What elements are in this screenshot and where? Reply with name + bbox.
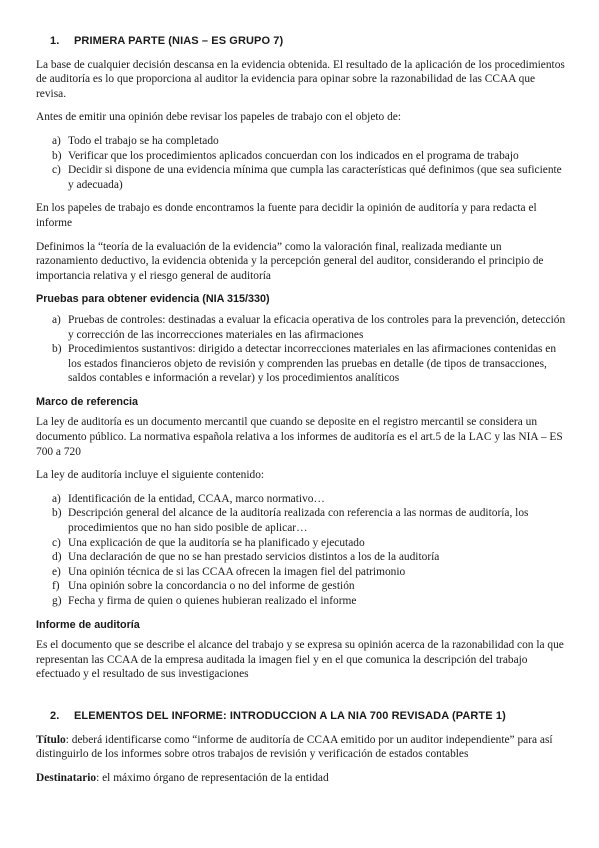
list-item: g) Fecha y firma de quien o quienes hubieran realizado el informe — [52, 595, 357, 607]
titulo-paragraph — [36, 733, 566, 762]
list-item: c) Decidir si dispone de una evidencia mínima que cumpla las características qué definimos (que sea suficiente y adecuada) — [52, 164, 562, 191]
destinatario-lead: Destinatario — [36, 771, 97, 784]
list-item: a) Todo el trabajo se ha completado — [52, 134, 219, 147]
marco-heading: Marco de referencia — [36, 395, 139, 408]
destinatario-paragraph — [36, 771, 566, 786]
section-2-number: 2. — [50, 709, 60, 722]
working-papers-paragraph: En los papeles de trabajo es donde encontramos la fuente para decidir la opinión de auditoría y para redacta el informe — [36, 202, 537, 229]
evidence-theory-paragraph: Definimos la “teoría de la evaluación de la evidencia” como la valoración final, realizada mediante un razonamiento deductivo, la evidencia obtenida y la percepción general del auditor, considerando el principio de importancia relativa y el riesgo general de auditoría — [36, 240, 544, 282]
pruebas-list — [36, 313, 566, 386]
section-2-heading — [50, 709, 566, 724]
informe-heading: Informe de auditoría — [36, 618, 140, 631]
list-item: b) Procedimientos sustantivos: dirigido a detectar incorrecciones materiales en las afirmaciones contenidas en los estados financieros objeto de revisión y comprenden las pruebas en detalle (de tipos de transacciones, saldos contables e información a revelar) y los procedimientos analíticos — [52, 343, 557, 385]
section-spacer — [36, 691, 566, 709]
informe-paragraph: Es el documento que se describe el alcance del trabajo y se expresa su opinión acerca de la razonabilidad con la que representan las CCAA de la empresa auditada la imagen fiel y en el que comunica la descripción del trabajo efectuado y el resultado de sus investigaciones — [36, 639, 564, 681]
list-item: a) Pruebas de controles: destinadas a evaluar la eficacia operativa de los controles para la prevención, detección y corrección de las incorrecciones materiales en las afirmaciones — [52, 313, 566, 341]
list-item: d) Una declaración de que no se han prestado servicios distintos a los de la auditoría — [52, 551, 440, 564]
titulo-text: : deberá identificarse como “informe de auditoría de CCAA emitido por un auditor independiente” para así distinguirlo de los informes sobre otros trabajos de revisión y verificación de estados contables — [36, 733, 553, 761]
pruebas-heading: Pruebas para obtener evidencia (NIA 315/330) — [36, 293, 270, 306]
section-2-title: ELEMENTOS DEL INFORME: INTRODUCCION A LA NIA 700 REVISADA (PARTE 1) — [74, 709, 506, 722]
list-item: f) Una opinión sobre la concordancia o no del informe de gestión — [52, 580, 355, 593]
objectives-list — [36, 134, 566, 192]
section-1-heading — [50, 34, 566, 49]
list-item: a) Identificación de la entidad, CCAA, marco normativo… — [52, 492, 325, 505]
section-1-number: 1. — [50, 35, 60, 47]
document-page — [36, 34, 566, 794]
section-1-title: PRIMERA PARTE (NIAS – ES GRUPO 7) — [74, 35, 284, 47]
list-item: b) Verificar que los procedimientos aplicados concuerdan con los indicados en el programa de trabajo — [52, 149, 519, 162]
destinatario-text: : el máximo órgano de representación de la entidad — [96, 771, 329, 784]
marco-list — [36, 492, 566, 609]
intro-paragraph-1: La base de cualquier decisión descansa en la evidencia obtenida. El resultado de la aplicación de los procedimientos de auditoría es lo que proporciona al auditor la evidencia para opinar sobre la razonabilidad de las CCAA que revisa. — [36, 58, 565, 100]
list-item: b) Descripción general del alcance de la auditoría realizada con referencia a las normas de auditoría, los procedimientos que no han sido posible de aplicar… — [52, 507, 529, 535]
marco-paragraph-1: La ley de auditoría es un documento mercantil que cuando se deposite en el registro mercantil se considera un documento público. La normativa española relativa a los informes de auditoría es el art.5 de la LAC y las NIA – ES 700 a 720 — [36, 416, 563, 458]
marco-paragraph-2: La ley de auditoría incluye el siguiente contenido: — [36, 469, 265, 482]
list-item: e) Una opinión técnica de si las CCAA ofrecen la imagen fiel del patrimonio — [52, 565, 406, 578]
list-item: c) Una explicación de que la auditoría se ha planificado y ejecutado — [52, 536, 365, 549]
intro-paragraph-2: Antes de emitir una opinión debe revisar los papeles de trabajo con el objeto de: — [36, 111, 402, 124]
titulo-lead: Título — [36, 733, 66, 746]
